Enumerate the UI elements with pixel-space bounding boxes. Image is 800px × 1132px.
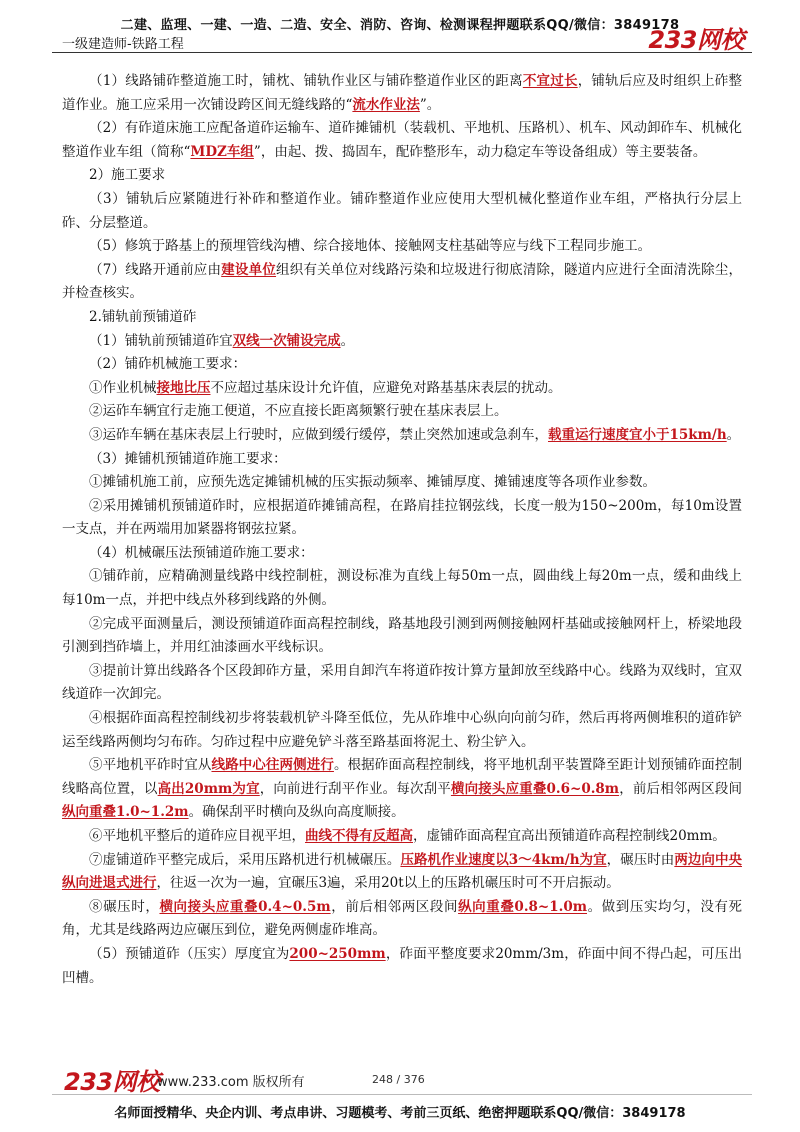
paragraph <box>62 943 742 990</box>
paragraph <box>62 542 742 566</box>
text-run: ，碾压时由 <box>606 851 675 868</box>
text-run: ，往返一次为一遍，宜碾压3遍，采用20t以上的压路机碾压时可不开启振动。 <box>156 875 620 892</box>
text-run: ②采用摊铺机预铺道砟时，应根据道砟摊铺高程，在路肩挂拉钢弦线，长度一般为150~200m，每10m设置一支点，并在两端用加紧器将钢弦拉紧。 <box>62 497 742 538</box>
paragraph <box>62 377 742 401</box>
key-phrase: 两边向中央纵向进退式进行 <box>62 851 743 892</box>
header-promo-line: 二建、监理、一建、一造、二造、安全、消防、咨询、检测课程押题联系QQ/微信：3849178 <box>120 18 680 33</box>
paragraph <box>62 896 742 943</box>
paragraph <box>62 70 742 117</box>
text-run: ③提前计算出线路各个区段卸砟方量，采用自卸汽车将道砟按计算方量卸放至线路中心。线路为双线时，宜双线道砟一次卸完。 <box>62 662 742 703</box>
text-run: ③运砟车辆在基床表层上行驶时，应做到缓行缓停，禁止突然加速或急刹车， <box>89 426 548 443</box>
header-divider <box>52 52 752 53</box>
text-run: 组织有关单位对线路污染和垃圾进行彻底清除，隧道内应进行全面清洗除尘，并检查核实。 <box>62 261 743 302</box>
paragraph <box>62 353 742 377</box>
text-run: ”，由起、拨、捣固车，配砟整形车，动力稳定车等设备组成）等主要装备。 <box>253 143 707 160</box>
key-phrase: 横向接头应重叠0.6~0.8m <box>450 780 620 797</box>
paragraph <box>62 330 742 354</box>
text-run: 2.铺轨前预铺道砟 <box>89 308 197 325</box>
key-phrase: 不宜过长 <box>522 73 578 89</box>
text-run: ⑥平地机平整后的道砟应目视平坦， <box>89 828 305 844</box>
key-phrase: 线路中心往两侧进行 <box>211 757 334 774</box>
paragraph <box>62 754 742 825</box>
text-run: 。根据砟面高程控制线，将平地机刮平装置降至距计划预铺砟面控制线略高位置，以 <box>62 757 743 797</box>
paragraph <box>62 400 742 424</box>
paragraph <box>62 117 742 164</box>
text-run: （2）有砟道床施工应配备道砟运输车、道砟摊铺机（装载机、平地机、压路机）、机车、风动卸砟车、机械化整道作业车组（简称“ <box>62 120 742 160</box>
paragraph <box>62 565 742 612</box>
paragraph <box>62 306 742 330</box>
text-run: （3）摊铺机预铺道砟施工要求： <box>89 450 287 467</box>
text-run: （5）修筑于路基上的预埋管线沟槽、综合接地体、接触网支柱基础等应与线下工程同步施工。 <box>89 238 652 255</box>
text-run: （5）预铺道砟（压实）厚度宜为 <box>89 945 290 962</box>
key-phrase: 流水作业法 <box>352 96 420 113</box>
text-run: 。 <box>726 426 741 443</box>
text-run: （1）铺轨前预铺道砟宜 <box>89 332 233 349</box>
text-run: ②运砟车辆宜行走施工便道，不应直接长距离频繁行驶在基床表层上。 <box>89 403 508 420</box>
key-phrase: 横向接头应重叠0.4~0.5m <box>159 898 331 915</box>
document-subtitle: 一级建造师-铁路工程 <box>62 37 184 52</box>
text-run: ⑦虚铺道砟平整完成后，采用压路机进行机械碾压。 <box>89 851 401 868</box>
text-run: 2）施工要求 <box>89 167 166 184</box>
key-phrase: 建设单位 <box>221 261 277 278</box>
text-run: 。 <box>340 332 355 349</box>
paragraph <box>62 471 742 495</box>
key-phrase: 接地比压 <box>156 379 211 396</box>
key-phrase: 高出20mm为宜 <box>157 780 260 797</box>
text-run: ④根据砟面高程控制线初步将装载机铲斗降至低位，先从砟堆中心纵向向前匀砟，然后再将两侧堆积的道砟铲运至线路两侧均匀布砟。匀砟过程中应避免铲斗落至路基面将泥土、粉尘铲入。 <box>62 710 742 750</box>
text-run: ①铺砟前，应精确测量线路中线控制桩，测设标准为直线上每50m一点，圆曲线上每20m一点，缓和曲线上每10m一点，并把中线点外移到线路的外侧。 <box>62 568 742 609</box>
text-run: （1）线路铺砟整道施工时，铺枕、铺轨作业区与铺砟整道作业区的距离 <box>89 73 523 89</box>
text-run: ①作业机械 <box>89 379 157 396</box>
text-run: ②完成平面测量后，测设预铺道砟面高程控制线，路基地段引测到两侧接触网杆基础或接触网杆上，桥梁地段引测到挡砟墙上，并用红油漆画水平线标识。 <box>62 615 742 656</box>
text-run: ，前后相邻两区段间 <box>619 780 742 797</box>
text-run: ⑤平地机平砟时宜从 <box>89 757 212 774</box>
text-run: （2）铺砟机械施工要求： <box>89 356 247 373</box>
document-body <box>62 70 742 990</box>
paragraph <box>62 825 742 849</box>
key-phrase: 纵向重叠1.0~1.2m <box>62 804 189 821</box>
text-run: ，铺轨后应及时组织上砟整道作业。施工应采用一次铺设跨区间无缝线路的“ <box>62 73 743 113</box>
key-phrase: 双线一次铺设完成 <box>232 332 341 349</box>
paragraph <box>62 495 742 542</box>
key-phrase: 曲线不得有反超高 <box>305 828 413 844</box>
key-phrase: MDZ车组 <box>190 143 254 160</box>
key-phrase: 载重运行速度宜小于15km/h <box>548 426 727 443</box>
paragraph <box>62 188 742 235</box>
text-run: （7）线路开通前应由 <box>89 261 222 278</box>
page-number: 248 / 376 <box>372 1073 425 1086</box>
paragraph <box>62 164 742 188</box>
text-run: （4）机械碾压法预铺道砟施工要求： <box>89 544 314 561</box>
paragraph <box>62 707 742 754</box>
text-run: 。做到压实均匀，没有死角，尤其是线路两边应碾压到位，避免两侧虚砟堆高。 <box>62 898 742 939</box>
text-run: 不应超过基床设计允许值，应避免对路基基床表层的扰动。 <box>210 379 562 396</box>
paragraph <box>62 613 742 660</box>
text-run: ，前后相邻两区段间 <box>330 898 459 915</box>
text-run: ，虚铺砟面高程宜高出预铺道砟高程控制线20mm。 <box>413 828 726 844</box>
footer-brand-logo: 233网校 <box>64 1068 160 1096</box>
text-run: ①摊铺机施工前，应预先选定摊铺机械的压实振动频率、摊铺厚度、摊铺速度等各项作业参数。 <box>89 474 656 491</box>
paragraph <box>62 660 742 707</box>
paragraph <box>62 849 742 896</box>
key-phrase: 纵向重叠0.8~1.0m <box>458 898 587 915</box>
text-run: （3）铺轨后应紧随进行补砟和整道作业。铺砟整道作业应使用大型机械化整道作业车组，严格执行分层上砟、分层整道。 <box>62 190 742 231</box>
text-run: ，向前进行刮平作业。每次刮平 <box>259 780 451 797</box>
paragraph <box>62 235 742 259</box>
text-run: ”。 <box>419 96 441 113</box>
brand-logo: 233网校 <box>648 26 744 54</box>
footer-copyright: www.233.com 版权所有 <box>157 1075 305 1090</box>
text-run: ，砟面平整度要求20mm/3m，砟面中间不得凸起，可压出凹槽。 <box>62 945 742 986</box>
key-phrase: 压路机作业速度以3～4km/h为宜 <box>400 851 607 868</box>
key-phrase: 200~250mm <box>289 945 386 962</box>
paragraph <box>62 424 742 448</box>
text-run: ⑧碾压时， <box>89 898 160 915</box>
footer-promo-line: 名师面授精华、央企内训、考点串讲、习题模考、考前三页纸、绝密押题联系QQ/微信：3849178 <box>114 1106 686 1121</box>
paragraph <box>62 448 742 472</box>
text-run: 。确保刮平时横向及纵向高度顺接。 <box>188 804 405 821</box>
paragraph <box>62 259 742 306</box>
